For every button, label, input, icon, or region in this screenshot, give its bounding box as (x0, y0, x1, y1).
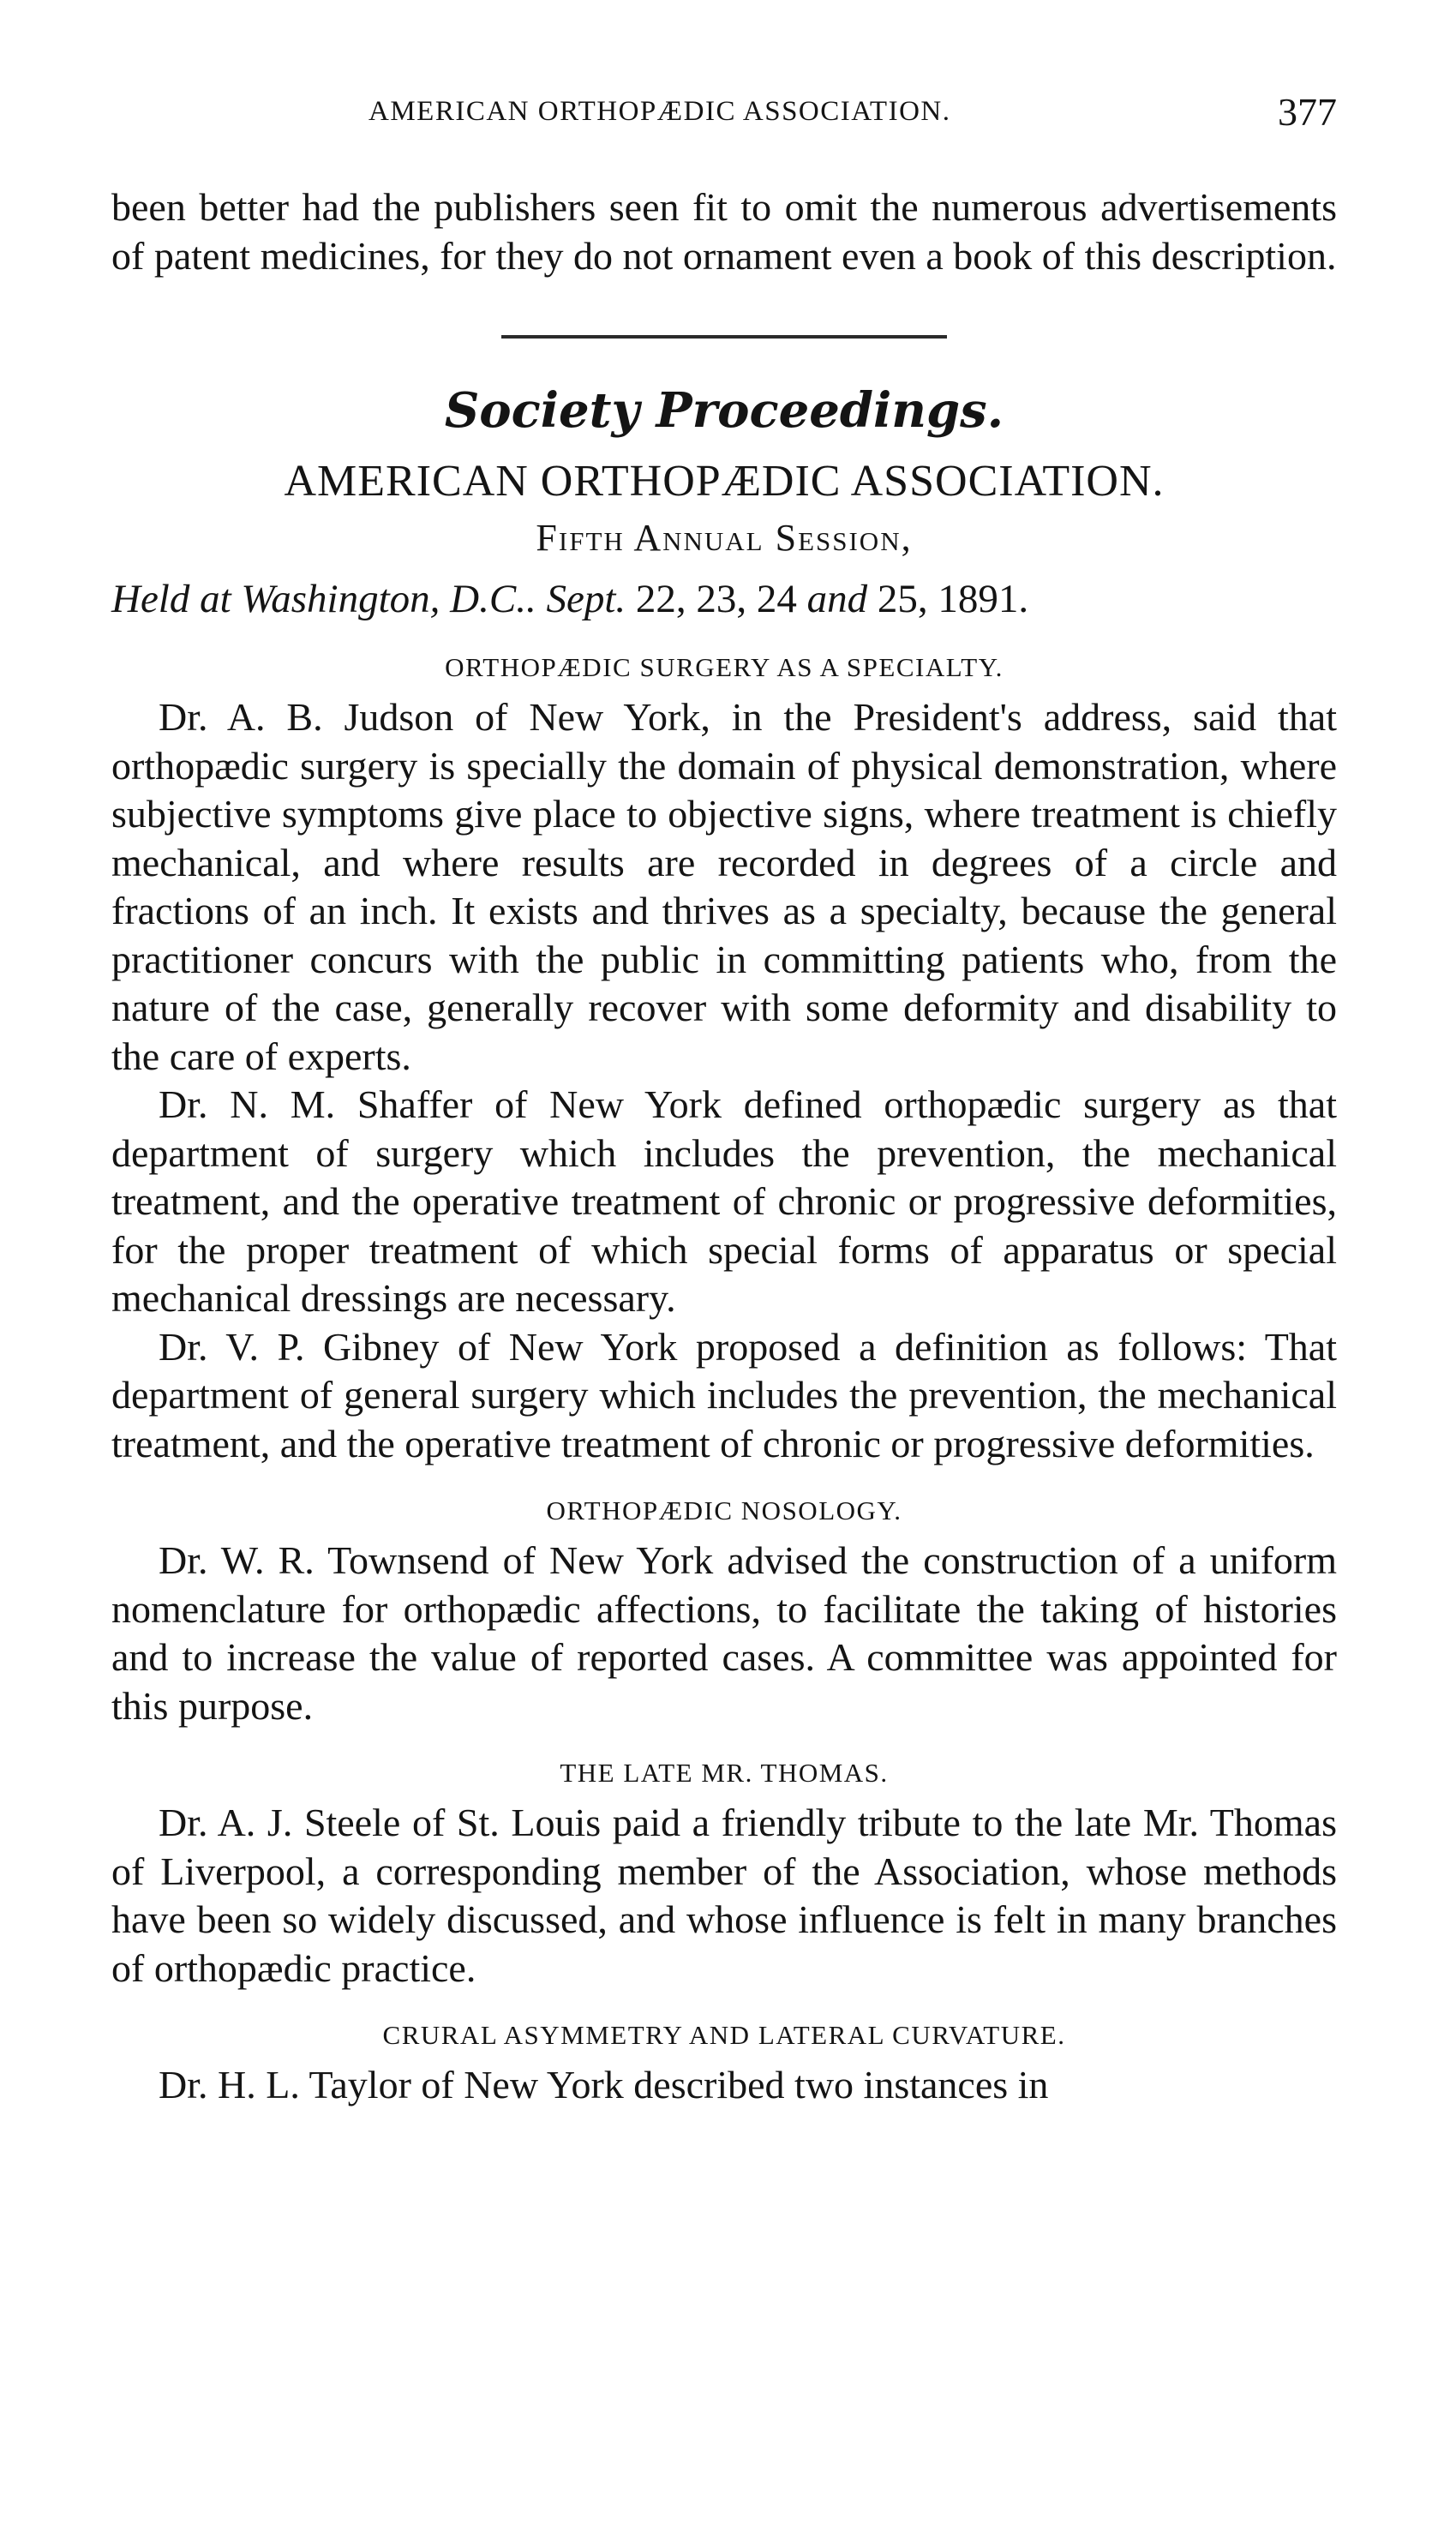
paragraph-steele: Dr. A. J. Steele of St. Louis paid a friendly tribute to the late Mr. Thomas of Liverpool, a corresponding member of the Association, whose methods have been so widely discussed, and whose influence is felt in many branches of orthopædic practice. (111, 1801, 1337, 1990)
intro-paragraph: been better had the publishers seen fit to omit the numerous advertisements of patent medicines, for they do not ornament even a book of this description. (111, 185, 1337, 278)
paragraph-gibney: Dr. V. P. Gibney of New York proposed a definition as follows: That department of general surgery which includes the prevention, the mechanical treatment, and the operative treatment of chronic or progressive deformities. (111, 1324, 1337, 1465)
section-title: Society Proceedings. (444, 382, 1004, 439)
subheading-thomas: THE LATE MR. THOMAS. (560, 1758, 889, 1788)
meeting-details (111, 573, 1337, 625)
subheading-nosology: ORTHOPÆDIC NOSOLOGY. (546, 1495, 902, 1525)
meeting-place: Held at Washington, D.C.. Sept. (111, 577, 626, 621)
meeting-last-date: 25, 1891. (877, 577, 1029, 621)
subheading-crural: CRURAL ASYMMETRY AND LATERAL CURVATURE. (382, 2020, 1066, 2050)
page-number: 377 (1278, 90, 1337, 134)
association-title: AMERICAN ORTHOPÆDIC ASSOCIATION. (284, 457, 1165, 506)
meeting-dates: 22, 23, 24 (635, 577, 797, 621)
session-line: Fifth Annual Session, (536, 517, 913, 559)
paragraph-shaffer: Dr. N. M. Shaffer of New York defined orthopædic surgery as that department of surgery which includes the prevention, the mechanical treatment, and the operative treatment of chronic or progressive deformities, for the proper treatment of which special forms of apparatus or special mechanical dressings are necessary. (111, 1082, 1337, 1320)
running-title: AMERICAN ORTHOPÆDIC ASSOCIATION. (368, 96, 951, 127)
section-divider (501, 335, 947, 339)
meeting-and: and (806, 577, 868, 621)
text-column (111, 183, 1337, 2110)
running-header (111, 89, 1337, 134)
paragraph-taylor: Dr. H. L. Taylor of New York described two instances in (159, 2063, 1049, 2107)
subheading-specialty: ORTHOPÆDIC SURGERY AS A SPECIALTY. (445, 652, 1004, 682)
paragraph-townsend: Dr. W. R. Townsend of New York advised the construction of a uniform nomenclature for orthopædic affections, to facilitate the taking of histories and to increase the value of reported cases. A committee was appointed for this purpose. (111, 1538, 1337, 1728)
paragraph-judson: Dr. A. B. Judson of New York, in the President's address, said that orthopædic surgery is specially the domain of physical demonstration, where subjective symptoms give place to objective signs, where treatment is chiefly mechanical, and where results are recorded in degrees of a circle and fractions of an inch. It exists and thrives as a specialty, because the general practitioner concurs with the public in committing patients who, from the nature of the case, generally recover with some deformity and disability to the care of experts. (111, 695, 1337, 1078)
